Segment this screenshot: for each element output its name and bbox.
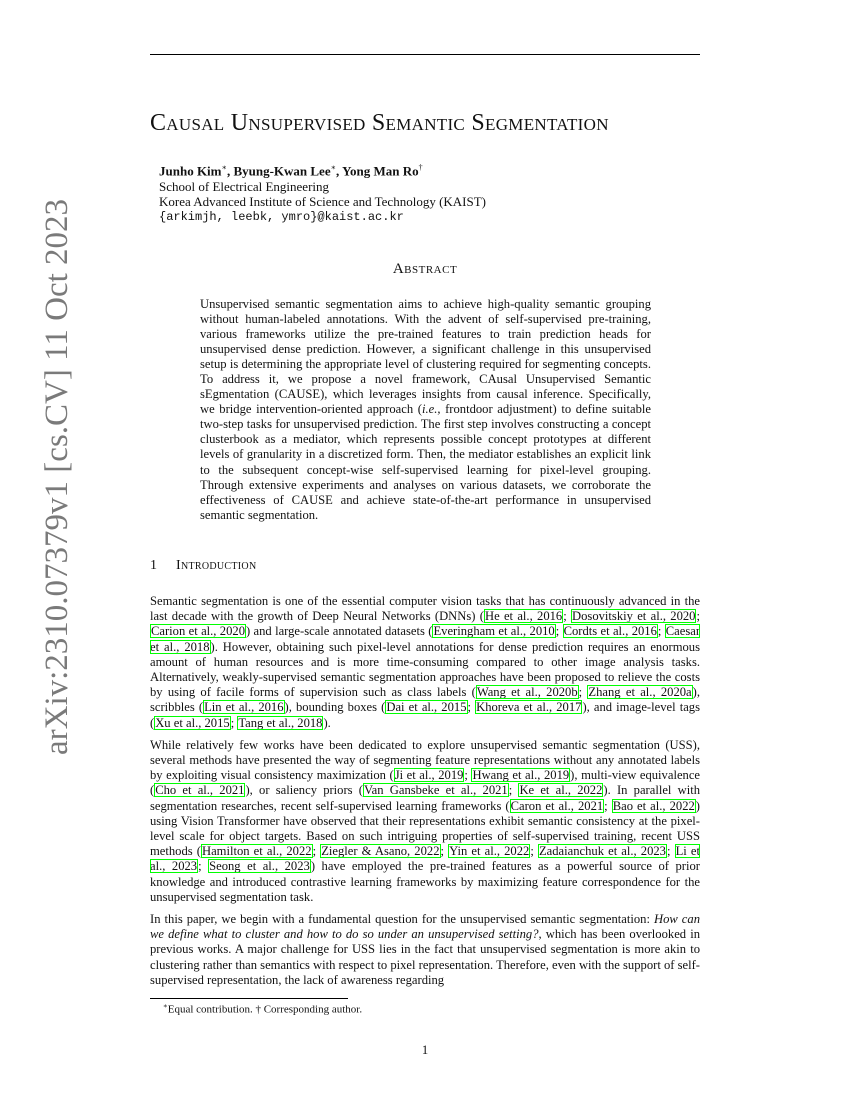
research-question: How can we define what to cluster and how to do so under an unsupervised setting?: [150, 912, 700, 942]
text-run: ), scribbles (: [150, 685, 700, 715]
section-number: 1: [150, 558, 158, 573]
separator: ;: [440, 844, 449, 859]
citation-link[interactable]: Ke et al., 2022: [519, 783, 603, 798]
separator: ;: [604, 798, 612, 813]
citation-link[interactable]: Cordts et al., 2016: [563, 624, 657, 639]
text-run: While relatively few works have been dedicated to explore unsupervised semantic segmentation (USS), several methods have presented the way of segmenting feature representations without any annotated labels by exploiting visual consistency maximization (: [150, 737, 700, 783]
text-run: ) and large-scale annotated datasets (: [246, 624, 433, 639]
separator: ;: [696, 609, 700, 624]
citation-link[interactable]: Zhang et al., 2020a: [588, 685, 692, 700]
citation-link[interactable]: Carion et al., 2020: [151, 624, 245, 639]
text-run: ), and image-level tags (: [150, 700, 700, 730]
abstract-ie: i.e.,: [421, 402, 441, 417]
text-run: ), bounding boxes (: [284, 700, 386, 715]
page-number: 1: [421, 1043, 429, 1057]
text-run: ), multi-view equivalence (: [150, 768, 701, 798]
citation-link[interactable]: Wang et al., 2020b: [476, 685, 578, 700]
citation-link[interactable]: Hamilton et al., 2022: [201, 844, 312, 859]
citation-link[interactable]: Van Gansbeke et al., 2021: [363, 783, 508, 798]
citation-link[interactable]: Dai et al., 2015: [386, 700, 467, 715]
author-1: Junho Kim: [159, 163, 222, 179]
abstract-heading: Abstract: [392, 261, 458, 277]
citation-link[interactable]: Dosovitskiy et al., 2020: [572, 609, 696, 624]
paragraph-3: [150, 912, 700, 988]
author-3: Yong Man Ro: [342, 163, 419, 179]
top-rule: [150, 54, 700, 55]
citation-link[interactable]: Lin et al., 2016: [204, 700, 284, 715]
citation-link[interactable]: Li et al., 2023: [150, 844, 701, 874]
citation-link[interactable]: Zadaianchuk et al., 2023: [538, 844, 666, 859]
text-run: ). However, obtaining such pixel-level annotations for dense prediction requires an enormous amount of human resources and is more time-consuming compared to other image analysis tasks. Alternatively, weakly-supervised semantic segmentation approaches have been proposed to relieve the costs by using of facile forms of supervision such as class labels (: [150, 639, 700, 700]
abstract-text: [200, 297, 651, 523]
footnote-mark: ∗: [163, 1002, 168, 1010]
section-heading: [150, 558, 256, 574]
paragraph-1: [150, 594, 700, 731]
intro-body: [150, 594, 700, 995]
separator: ;: [578, 685, 588, 700]
citation-link[interactable]: Khoreva et al., 2017: [476, 700, 582, 715]
citation-link[interactable]: Ji et al., 2019: [394, 768, 464, 783]
citation-link[interactable]: Xu et al., 2015: [155, 715, 230, 730]
author-2: Byung-Kwan Lee: [233, 163, 331, 179]
separator: ;: [312, 844, 321, 859]
separator: ;: [657, 624, 665, 639]
text-run: ).: [323, 715, 331, 730]
separator: ;: [563, 609, 572, 624]
citation-link[interactable]: Ziegler & Asano, 2022: [321, 844, 440, 859]
separator: ;: [555, 624, 563, 639]
footnote: [163, 1002, 362, 1016]
section-title: Introduction: [176, 558, 257, 573]
text-run: ), or saliency priors (: [245, 783, 363, 798]
author-2-mark: ∗: [330, 163, 337, 172]
citation-link[interactable]: Caron et al., 2021: [510, 798, 604, 813]
separator: ;: [230, 715, 238, 730]
text-run: , which has been overlooked in previous works. A major challenge for USS lies in the fact that unsupervised segmentation is more akin to clustering rather than semantics with respect to pixel representation. Therefore, even with the support of self-supervised representation, the lack of awareness regarding: [150, 927, 700, 987]
paper-title: Causal Unsupervised Semantic Segmentation: [150, 110, 609, 136]
citation-link[interactable]: Everingham et al., 2010: [433, 624, 555, 639]
separator: ;: [467, 700, 476, 715]
text-run: In this paper, we begin with a fundamental question for the unsupervised semantic segmentation:: [150, 912, 654, 927]
text-run: ) using Vision Transformer have observed that their representations exhibit semantic consistency at the pixel-level scale for object targets. Based on such intriguing properties of self-supervised training, recent USS methods (: [150, 798, 700, 859]
separator: ;: [530, 844, 538, 859]
citation-link[interactable]: Hwang et al., 2019: [472, 768, 570, 783]
citation-link[interactable]: Yin et al., 2022: [449, 844, 530, 859]
citation-link[interactable]: Tang et al., 2018: [238, 715, 323, 730]
separator: ;: [198, 859, 209, 874]
abstract-part-b: frontdoor adjustment) to define suitable two-step tasks for unsupervised prediction. The first step involves constructing a concept clusterbook as a mediator, which represents possible concept prototypes at different levels of granularity in a discretized form. Then, the mediator establishes an explicit link to the subsequent concept-wise self-supervised learning for pixel-level grouping. Through extensive experiments and analyses on various datasets, we corroborate the effectiveness of CAUSE and achieve state-of-the-art performance in unsupervised semantic segmentation.: [200, 402, 651, 522]
citation-link[interactable]: Cho et al., 2021: [155, 783, 245, 798]
author-3-mark: †: [418, 163, 423, 172]
citation-link[interactable]: Bao et al., 2022: [612, 798, 695, 813]
separator: ;: [508, 783, 519, 798]
citation-link[interactable]: He et al., 2016: [484, 609, 563, 624]
author-1-mark: ∗: [221, 163, 227, 172]
text-run: ). In parallel with segmentation researches, recent self-supervised learning frameworks (: [150, 783, 701, 813]
citation-link[interactable]: Seong et al., 2023: [209, 859, 310, 874]
citation-link[interactable]: Caesar et al., 2018: [150, 624, 701, 654]
abstract-part-a: Unsupervised semantic segmentation aims to achieve high-quality semantic grouping without human-labeled annotations. With the advent of self-supervised pre-training, various frameworks utilize the pre-trained features to train prediction heads for unsupervised dense prediction. However, a significant challenge in this unsupervised setup is determining the appropriate level of clustering required for segmenting concepts. To address it, we propose a novel framework, CAusal Unsupervised Semantic sEgmentation (CAUSE), which leverages insights from causal inference. Specifically, we bridge intervention-oriented approach (: [200, 297, 651, 417]
paragraph-2: [150, 738, 700, 905]
footnote-text: Equal contribution. † Corresponding author.: [167, 1003, 363, 1016]
text-run: ) have employed the pre-trained features as a powerful source of prior knowledge and introduced contrastive learning frameworks by maximizing feature correspondence for the unsupervised segmentation task.: [150, 859, 700, 904]
arxiv-stamp[interactable]: arXiv:2310.07379v1 [cs.CV] 11 Oct 2023: [39, 198, 75, 755]
affiliation-institute: Korea Advanced Institute of Science and Technology (KAIST): [159, 194, 486, 210]
text-run: Semantic segmentation is one of the essential computer vision tasks that has continuously advanced in the last decade with the growth of Deep Neural Networks (DNNs) (: [150, 594, 700, 624]
affiliation-school: School of Electrical Engineering: [159, 178, 330, 194]
author-emails: {arkimjh, leebk, ymro}@kaist.ac.kr: [159, 209, 404, 224]
author-names: Junho Kim∗, Byung-Kwan Lee∗, Yong Man Ro†: [159, 163, 423, 179]
separator: ;: [464, 768, 472, 783]
author-block: [159, 160, 719, 225]
footnote-rule: [150, 998, 348, 999]
separator: ;: [666, 844, 675, 859]
